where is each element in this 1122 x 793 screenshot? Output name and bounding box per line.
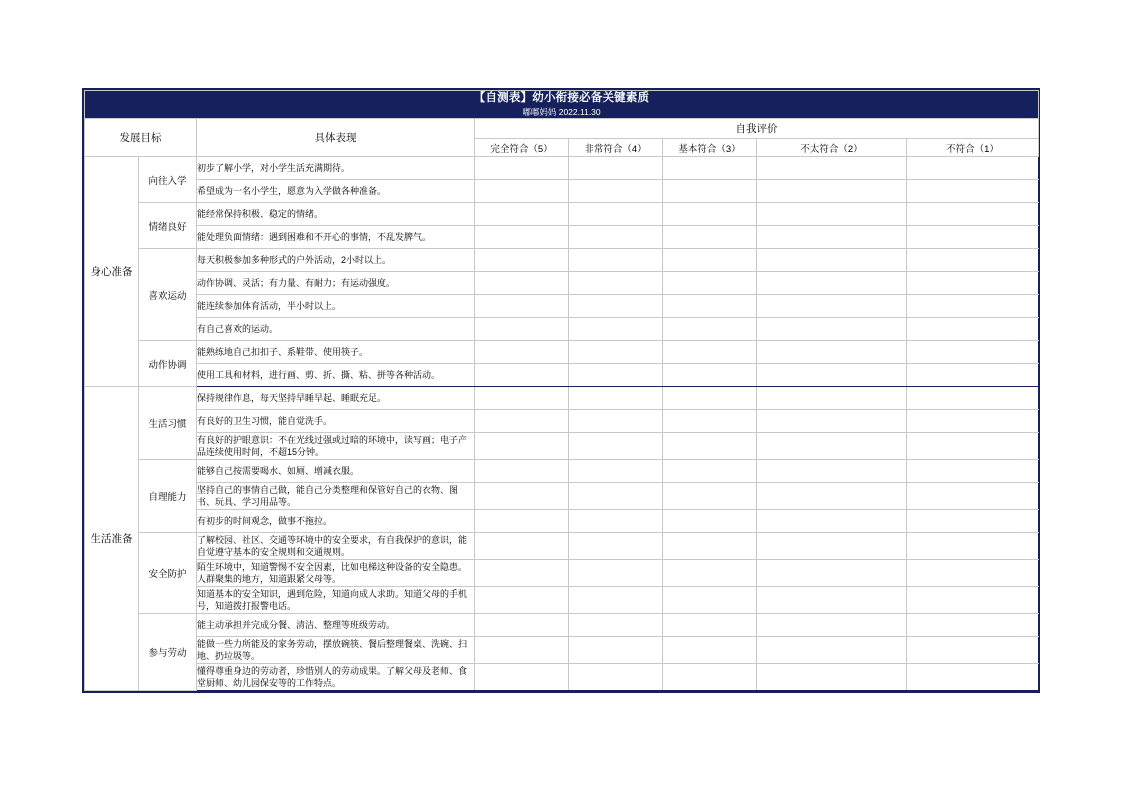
score-cell-1[interactable] xyxy=(907,249,1039,272)
score-cell-3[interactable] xyxy=(663,410,757,433)
table-row xyxy=(85,587,1039,614)
header-scale-2: 不太符合（2） xyxy=(757,139,907,157)
table-row xyxy=(85,387,1039,410)
header-goal: 发展目标 xyxy=(85,119,197,157)
score-cell-3[interactable] xyxy=(663,637,757,664)
table-row xyxy=(85,180,1039,203)
item-text: 陌生环境中，知道警惕不安全因素，比如电梯这种设备的安全隐患。人群聚集的地方，知道跟紧父母等。 xyxy=(197,560,475,587)
score-cell-5[interactable] xyxy=(475,637,569,664)
item-text: 希望成为一名小学生，愿意为入学做各种准备。 xyxy=(197,180,475,203)
item-text: 了解校园、社区、交通等环境中的安全要求，有自我保护的意识，能自觉遵守基本的安全规则和交通规则。 xyxy=(197,533,475,560)
group-xiangwangruxue: 向往入学 xyxy=(139,157,197,203)
score-cell-2[interactable] xyxy=(757,203,907,226)
item-text: 有自己喜欢的运动。 xyxy=(197,318,475,341)
score-cell-2[interactable] xyxy=(757,180,907,203)
table-row xyxy=(85,664,1039,691)
score-cell-5[interactable] xyxy=(475,272,569,295)
score-cell-5[interactable] xyxy=(475,341,569,364)
document-title: 【自测表】幼小衔接必备关键素质 xyxy=(473,92,650,104)
score-cell-3[interactable] xyxy=(663,483,757,510)
item-text: 知道基本的安全知识，遇到危险，知道向成人求助。知道父母的手机号，知道拨打报警电话。 xyxy=(197,587,475,614)
score-cell-5[interactable] xyxy=(475,410,569,433)
score-cell-5[interactable] xyxy=(475,226,569,249)
score-cell-2[interactable] xyxy=(757,637,907,664)
score-cell-1[interactable] xyxy=(907,533,1039,560)
score-cell-2[interactable] xyxy=(757,460,907,483)
score-cell-2[interactable] xyxy=(757,483,907,510)
goal-shenghuo: 生活准备 xyxy=(85,387,139,691)
score-cell-1[interactable] xyxy=(907,295,1039,318)
score-cell-1[interactable] xyxy=(907,460,1039,483)
item-text: 动作协调、灵活；有力量、有耐力；有运动强度。 xyxy=(197,272,475,295)
score-cell-1[interactable] xyxy=(907,410,1039,433)
score-cell-5[interactable] xyxy=(475,157,569,180)
document-subtitle: 嘟嘟妈妈 2022.11.30 xyxy=(522,107,601,117)
score-cell-2[interactable] xyxy=(757,533,907,560)
score-cell-4[interactable] xyxy=(569,433,663,460)
group-xihuanyundong: 喜欢运动 xyxy=(139,249,197,341)
table-row xyxy=(85,560,1039,587)
goal-shenxin: 身心准备 xyxy=(85,157,139,387)
title-cell xyxy=(85,91,1039,119)
table-row xyxy=(85,295,1039,318)
item-text: 有良好的护眼意识：不在光线过强或过暗的环境中，读写画；电子产品连续使用时间，不超15分钟。 xyxy=(197,433,475,460)
score-cell-4[interactable] xyxy=(569,637,663,664)
score-cell-3[interactable] xyxy=(663,272,757,295)
score-cell-1[interactable] xyxy=(907,272,1039,295)
score-cell-5[interactable] xyxy=(475,510,569,533)
score-cell-4[interactable] xyxy=(569,226,663,249)
score-cell-2[interactable] xyxy=(757,410,907,433)
header-scale-4: 非常符合（4） xyxy=(569,139,663,157)
score-cell-1[interactable] xyxy=(907,203,1039,226)
score-cell-2[interactable] xyxy=(757,510,907,533)
score-cell-3[interactable] xyxy=(663,180,757,203)
header-scale-1: 不符合（1） xyxy=(907,139,1039,157)
score-cell-5[interactable] xyxy=(475,460,569,483)
score-cell-5[interactable] xyxy=(475,664,569,691)
score-cell-2[interactable] xyxy=(757,364,907,387)
score-cell-3[interactable] xyxy=(663,510,757,533)
score-cell-4[interactable] xyxy=(569,387,663,410)
score-cell-2[interactable] xyxy=(757,272,907,295)
score-cell-1[interactable] xyxy=(907,180,1039,203)
item-text: 有良好的卫生习惯，能自觉洗手。 xyxy=(197,410,475,433)
score-cell-3[interactable] xyxy=(663,341,757,364)
score-cell-4[interactable] xyxy=(569,614,663,637)
item-text: 保持规律作息，每天坚持早睡早起、睡眠充足。 xyxy=(197,387,475,410)
item-text: 懂得尊重身边的劳动者，珍惜别人的劳动成果。了解父母及老师、食堂厨师、幼儿园保安等的工作特点。 xyxy=(197,664,475,691)
score-cell-3[interactable] xyxy=(663,587,757,614)
score-cell-5[interactable] xyxy=(475,483,569,510)
score-cell-5[interactable] xyxy=(475,587,569,614)
score-cell-4[interactable] xyxy=(569,295,663,318)
score-cell-5[interactable] xyxy=(475,318,569,341)
score-cell-4[interactable] xyxy=(569,249,663,272)
score-cell-2[interactable] xyxy=(757,341,907,364)
score-cell-3[interactable] xyxy=(663,203,757,226)
score-cell-4[interactable] xyxy=(569,203,663,226)
table-row xyxy=(85,510,1039,533)
header-scale-5: 完全符合（5） xyxy=(475,139,569,157)
score-cell-1[interactable] xyxy=(907,614,1039,637)
score-cell-4[interactable] xyxy=(569,560,663,587)
score-cell-1[interactable] xyxy=(907,483,1039,510)
score-cell-3[interactable] xyxy=(663,226,757,249)
item-text: 初步了解小学，对小学生活充满期待。 xyxy=(197,157,475,180)
score-cell-4[interactable] xyxy=(569,664,663,691)
header-row-main xyxy=(85,119,1039,139)
score-cell-2[interactable] xyxy=(757,560,907,587)
score-cell-5[interactable] xyxy=(475,433,569,460)
score-cell-4[interactable] xyxy=(569,460,663,483)
score-cell-2[interactable] xyxy=(757,387,907,410)
score-cell-5[interactable] xyxy=(475,364,569,387)
item-text: 有初步的时间观念，做事不拖拉。 xyxy=(197,510,475,533)
group-qingxulianghao: 情绪良好 xyxy=(139,203,197,249)
score-cell-1[interactable] xyxy=(907,318,1039,341)
score-cell-1[interactable] xyxy=(907,587,1039,614)
score-cell-4[interactable] xyxy=(569,483,663,510)
score-cell-5[interactable] xyxy=(475,533,569,560)
score-cell-4[interactable] xyxy=(569,410,663,433)
group-zilinengli: 自理能力 xyxy=(139,460,197,533)
item-text: 使用工具和材料，进行画、剪、折、撕、粘、拼等各种活动。 xyxy=(197,364,475,387)
score-cell-4[interactable] xyxy=(569,341,663,364)
header-behavior: 具体表现 xyxy=(197,119,475,157)
score-cell-5[interactable] xyxy=(475,203,569,226)
score-cell-3[interactable] xyxy=(663,318,757,341)
score-cell-1[interactable] xyxy=(907,637,1039,664)
score-cell-1[interactable] xyxy=(907,226,1039,249)
table-row xyxy=(85,203,1039,226)
item-text: 能熟练地自己扣扣子、系鞋带、使用筷子。 xyxy=(197,341,475,364)
score-cell-1[interactable] xyxy=(907,387,1039,410)
score-cell-5[interactable] xyxy=(475,295,569,318)
table-row xyxy=(85,157,1039,180)
score-cell-5[interactable] xyxy=(475,614,569,637)
table-row xyxy=(85,483,1039,510)
score-cell-4[interactable] xyxy=(569,533,663,560)
score-cell-5[interactable] xyxy=(475,180,569,203)
header-scale-3: 基本符合（3） xyxy=(663,139,757,157)
score-cell-4[interactable] xyxy=(569,180,663,203)
table-row xyxy=(85,637,1039,664)
title-row xyxy=(85,91,1039,119)
score-cell-3[interactable] xyxy=(663,249,757,272)
score-cell-5[interactable] xyxy=(475,560,569,587)
score-cell-1[interactable] xyxy=(907,341,1039,364)
score-cell-4[interactable] xyxy=(569,364,663,387)
score-cell-2[interactable] xyxy=(757,226,907,249)
score-cell-1[interactable] xyxy=(907,560,1039,587)
table-row xyxy=(85,364,1039,387)
assessment-table xyxy=(84,90,1039,691)
score-cell-2[interactable] xyxy=(757,433,907,460)
score-cell-3[interactable] xyxy=(663,387,757,410)
item-text: 能做一些力所能及的家务劳动，摆放碗筷、餐后整理餐桌、洗碗、扫地、扔垃圾等。 xyxy=(197,637,475,664)
score-cell-2[interactable] xyxy=(757,249,907,272)
table-row xyxy=(85,614,1039,637)
score-cell-3[interactable] xyxy=(663,295,757,318)
score-cell-4[interactable] xyxy=(569,587,663,614)
group-canyulaodong: 参与劳动 xyxy=(139,614,197,691)
group-anquanfanghu: 安全防护 xyxy=(139,533,197,614)
table-row xyxy=(85,318,1039,341)
header-evaluation: 自我评价 xyxy=(475,119,1039,139)
score-cell-3[interactable] xyxy=(663,460,757,483)
table-row xyxy=(85,249,1039,272)
score-cell-1[interactable] xyxy=(907,510,1039,533)
score-cell-3[interactable] xyxy=(663,364,757,387)
score-cell-3[interactable] xyxy=(663,560,757,587)
score-cell-4[interactable] xyxy=(569,318,663,341)
table-row xyxy=(85,460,1039,483)
score-cell-4[interactable] xyxy=(569,272,663,295)
table-row xyxy=(85,272,1039,295)
item-text: 能连续参加体育活动，半小时以上。 xyxy=(197,295,475,318)
score-cell-1[interactable] xyxy=(907,157,1039,180)
score-cell-2[interactable] xyxy=(757,157,907,180)
score-cell-5[interactable] xyxy=(475,249,569,272)
score-cell-1[interactable] xyxy=(907,364,1039,387)
score-cell-1[interactable] xyxy=(907,433,1039,460)
item-text: 能够自己按需要喝水、如厕、增减衣服。 xyxy=(197,460,475,483)
score-cell-2[interactable] xyxy=(757,295,907,318)
table-row xyxy=(85,533,1039,560)
table-row xyxy=(85,341,1039,364)
table-row xyxy=(85,226,1039,249)
item-text: 能处理负面情绪：遇到困难和不开心的事情，不乱发脾气。 xyxy=(197,226,475,249)
self-assessment-sheet xyxy=(82,88,1040,693)
score-cell-2[interactable] xyxy=(757,664,907,691)
score-cell-2[interactable] xyxy=(757,614,907,637)
score-cell-2[interactable] xyxy=(757,318,907,341)
item-text: 能主动承担并完成分餐、清洁、整理等班级劳动。 xyxy=(197,614,475,637)
score-cell-2[interactable] xyxy=(757,587,907,614)
score-cell-3[interactable] xyxy=(663,533,757,560)
score-cell-1[interactable] xyxy=(907,664,1039,691)
score-cell-4[interactable] xyxy=(569,510,663,533)
item-text: 坚持自己的事情自己做，能自己分类整理和保管好自己的衣物、图书、玩具、学习用品等。 xyxy=(197,483,475,510)
score-cell-5[interactable] xyxy=(475,387,569,410)
score-cell-3[interactable] xyxy=(663,664,757,691)
score-cell-3[interactable] xyxy=(663,157,757,180)
group-shenghuoxiguan: 生活习惯 xyxy=(139,387,197,460)
score-cell-3[interactable] xyxy=(663,433,757,460)
group-dongzuoxietiao: 动作协调 xyxy=(139,341,197,387)
score-cell-4[interactable] xyxy=(569,157,663,180)
table-row xyxy=(85,433,1039,460)
score-cell-3[interactable] xyxy=(663,614,757,637)
item-text: 能经常保持积极、稳定的情绪。 xyxy=(197,203,475,226)
item-text: 每天积极参加多种形式的户外活动，2小时以上。 xyxy=(197,249,475,272)
table-row xyxy=(85,410,1039,433)
